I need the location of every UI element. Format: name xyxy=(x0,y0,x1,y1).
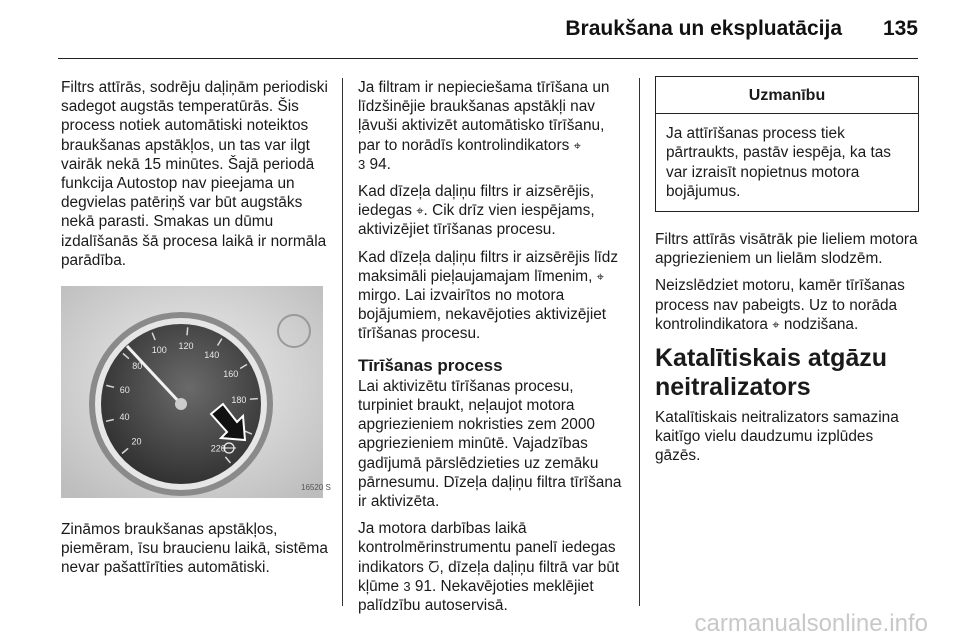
paragraph: Neizslēdziet motoru, kamēr tīrīšanas process nav pabeigts. Uz to norāda kontrolindikatora ⌖ nodzišana. xyxy=(655,277,905,333)
paragraph: Filtrs attīrās visātrāk pie lieliem motora apgriezieniem un lielām slodzēm. xyxy=(655,231,918,268)
page-reference-icon: 3 xyxy=(403,578,411,594)
speed-tick-label: 40 xyxy=(119,412,130,423)
figure-code: 16520 S xyxy=(301,483,331,493)
page-reference-icon: 3 xyxy=(358,156,366,172)
column-3 xyxy=(655,78,919,474)
warning-title: Uzmanību xyxy=(656,77,918,114)
speed-tick-label: 80 xyxy=(132,360,143,371)
speed-tick-label: 160 xyxy=(223,369,239,380)
speed-tick-label: 120 xyxy=(178,341,194,352)
watermark: carmanualsonline.info xyxy=(694,610,928,637)
column-divider-1 xyxy=(342,78,343,606)
speed-tick xyxy=(187,327,188,335)
paragraph: Ja motora darbības laikā kontrolmērinstrumentu panelī iedegas indikators Ⴀ, dīzeļa daļiņu filtrā var būt kļūme 3 91. Nekavējoties meklējiet palīdzību autoservisā. xyxy=(358,520,620,615)
paragraph: Filtrs attīrās, sodrēju daļiņām periodiski sadegot augstās temperatūrās. Šis process notiek automātiski noteiktos braukšanas apstākļos, un tas var ilgt vairāk nekā 15 minūtes. Šajā periodā funkcija Autostop nav pieejama un degvielas patēriņš var būt augstāks nekā parasti. Smakas un dūmu izdalīšanās šā procesa laikā ir normāla parādība. xyxy=(61,79,328,269)
column-divider-2 xyxy=(639,78,640,606)
dpf-indicator-icon: ⌖ xyxy=(416,203,424,219)
dpf-indicator-icon: ⌖ xyxy=(573,137,581,153)
page-header xyxy=(0,0,960,62)
speedometer-illustration xyxy=(61,286,331,498)
paragraph: Lai aktivizētu tīrīšanas procesu, turpiniet braukt, neļaujot motora apgriezieniem nokristies zem 2000 apgriezieniem minūtē. Vajadzības gadījumā pārslēdzieties uz zemāku pārnesumu. Dīzeļa daļiņu filtra tīrīšana ir aktivizēta. xyxy=(358,377,622,511)
speed-tick-label: 180 xyxy=(231,394,247,405)
paragraph: Ja filtram ir nepieciešama tīrīšana un līdzšinējie braukšanas apstākļi nav ļāvuši aktivizēt automātisko tīrīšanu, par to norādīs kontrolindikators ⌖ 3 94. xyxy=(358,79,610,173)
speed-tick-label: 220 xyxy=(210,443,226,454)
paragraph: Kad dīzeļa daļiņu filtrs ir aizsērējis, iedegas ⌖. Cik drīz vien iespējams, aktivizējiet tīrīšanas procesu. xyxy=(358,183,595,239)
column-1 xyxy=(61,78,329,586)
speed-tick-label: 100 xyxy=(151,345,167,356)
column-2 xyxy=(358,78,626,623)
speed-tick-label: 140 xyxy=(204,349,220,360)
warning-box xyxy=(655,76,919,212)
header-title: Braukšana un ekspluatācija xyxy=(565,17,842,40)
speedometer-figure xyxy=(61,286,331,498)
page-number: 135 xyxy=(882,17,918,40)
section-heading: Tīrīšanas process xyxy=(358,355,503,375)
paragraph: Kad dīzeļa daļiņu filtrs ir aizsērējis līdz maksimāli pieļaujamajam līmenim, ⌖ mirgo. Lai izvairītos no motora bojājumiem, nekavējoties aktivizējiet tīrīšanas procesu. xyxy=(358,248,619,343)
dpf-indicator-icon: ⌖ xyxy=(772,316,780,332)
speed-tick-label: 20 xyxy=(131,436,142,447)
speed-tick xyxy=(250,399,258,400)
speed-tick-label: 60 xyxy=(119,384,130,395)
warning-text: Ja attīrīšanas process tiek pārtraukts, pastāv iespēja, ka tas var izraisīt nopietnus motora bojājumus. xyxy=(666,125,891,200)
paragraph: Zināmos braukšanas apstākļos, piemēram, īsu braucienu laikā, sistēma nevar pašattīrīties automātiski. xyxy=(61,521,328,577)
header-divider xyxy=(58,58,918,59)
dpf-indicator-icon: ⌖ xyxy=(596,268,604,284)
paragraph: Katalītiskais neitralizators samazina kaitīgo vielu daudzumu izplūdes gāzēs. xyxy=(655,409,899,465)
engine-indicator-icon: Ⴀ xyxy=(428,559,440,575)
section-heading: Katalītiskais atgāzu neitralizators xyxy=(655,344,888,402)
